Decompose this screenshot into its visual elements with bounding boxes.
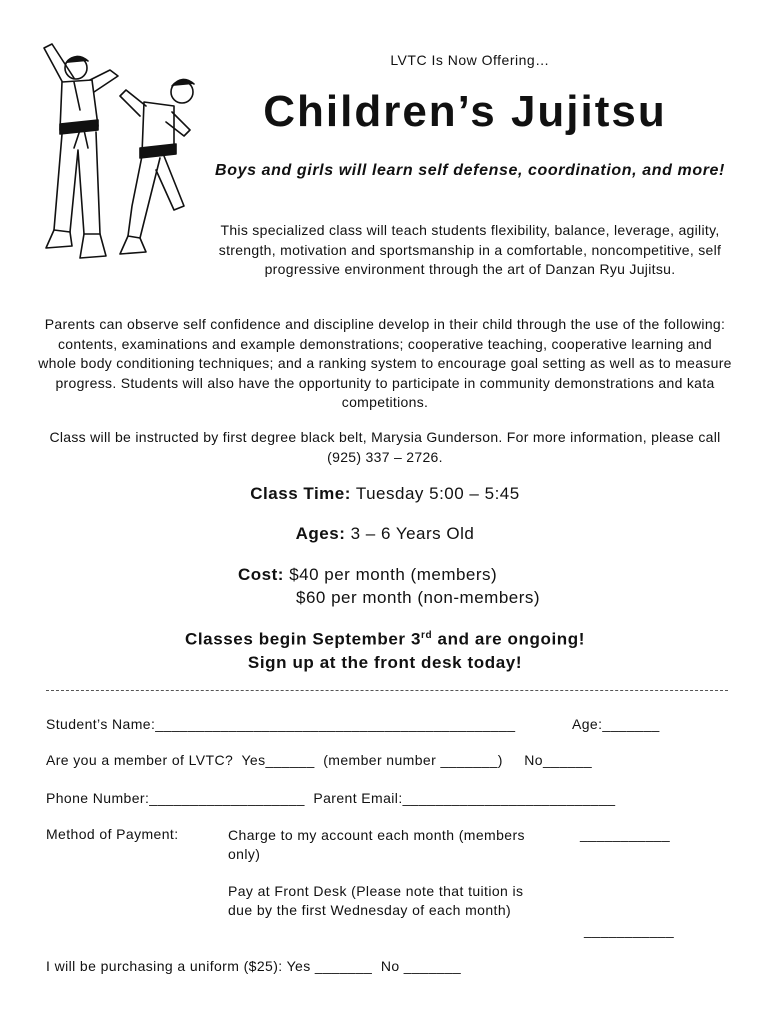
subtitle: Boys and girls will learn self defense, coordination, and more! [215, 162, 725, 179]
payment-option-charge: Charge to my account each month (members only) [228, 827, 525, 862]
uniform-field[interactable]: I will be purchasing a uniform ($25): Yes _______ No _______ [46, 958, 462, 974]
parents-paragraph: Parents can observe self confidence and discipline develop in their child through the use of the following: contents, examinations and example demonstrations; cooperative teaching, cooperative learning and whole body conditioning techniques; and a ranking system to encourage goal setting as well as to measure progress. Students will also have the opportunity to participate in community demonstrations and kata competitions. [38, 316, 732, 410]
intro-paragraph: This specialized class will teach students flexibility, balance, leverage, agility, strength, motivation and sportsmanship in a comfortable, noncompetitive, self progressive environment through the art of Danzan Ryu Jujitsu. [218, 222, 722, 277]
announcement-end: and are ongoing! [432, 629, 586, 649]
ages-label: Ages: [295, 524, 346, 543]
age-field[interactable]: Age:_______ [572, 716, 660, 732]
cost-label: Cost: [238, 565, 284, 584]
class-time-label: Class Time: [250, 484, 351, 503]
kicker-text: LVTC Is Now Offering… [390, 52, 550, 68]
member-field[interactable]: Are you a member of LVTC? Yes______ (member number _______) No______ [46, 752, 593, 768]
page-title: Children’s Jujitsu [263, 87, 667, 136]
cost-nonmembers: $60 per month (non-members) [296, 588, 541, 607]
class-time [0, 484, 770, 504]
payment-charge-blank[interactable]: ___________ [580, 826, 671, 842]
instructor-paragraph: Class will be instructed by first degree black belt, Marysia Gunderson. For more information, please call (925) 337 – 2726. [49, 429, 721, 465]
announcement [0, 624, 770, 674]
cost-members: $40 per month (members) [289, 565, 498, 584]
payment-label: Method of Payment: [46, 826, 179, 842]
phone-email-field[interactable]: Phone Number:___________________ Parent Email:__________________________ [46, 790, 616, 806]
jujitsu-illustration [14, 30, 214, 280]
student-name-field[interactable]: Student’s Name:____________________________________________ [46, 716, 516, 732]
class-time-value: Tuesday 5:00 – 5:45 [355, 484, 520, 503]
announcement-line-1 [0, 624, 770, 651]
ages [0, 524, 770, 544]
announcement-sup: rd [421, 630, 433, 641]
cut-divider [46, 690, 728, 691]
ages-value: 3 – 6 Years Old [350, 524, 475, 543]
cost [238, 565, 497, 585]
announcement-start: Classes begin September 3 [184, 629, 422, 649]
payment-option-front-desk: Pay at Front Desk (Please note that tuition is due by the first Wednesday of each month) [228, 883, 524, 918]
payment-front-desk-blank[interactable]: ___________ [584, 922, 675, 938]
announcement-line-2: Sign up at the front desk today! [247, 652, 523, 672]
